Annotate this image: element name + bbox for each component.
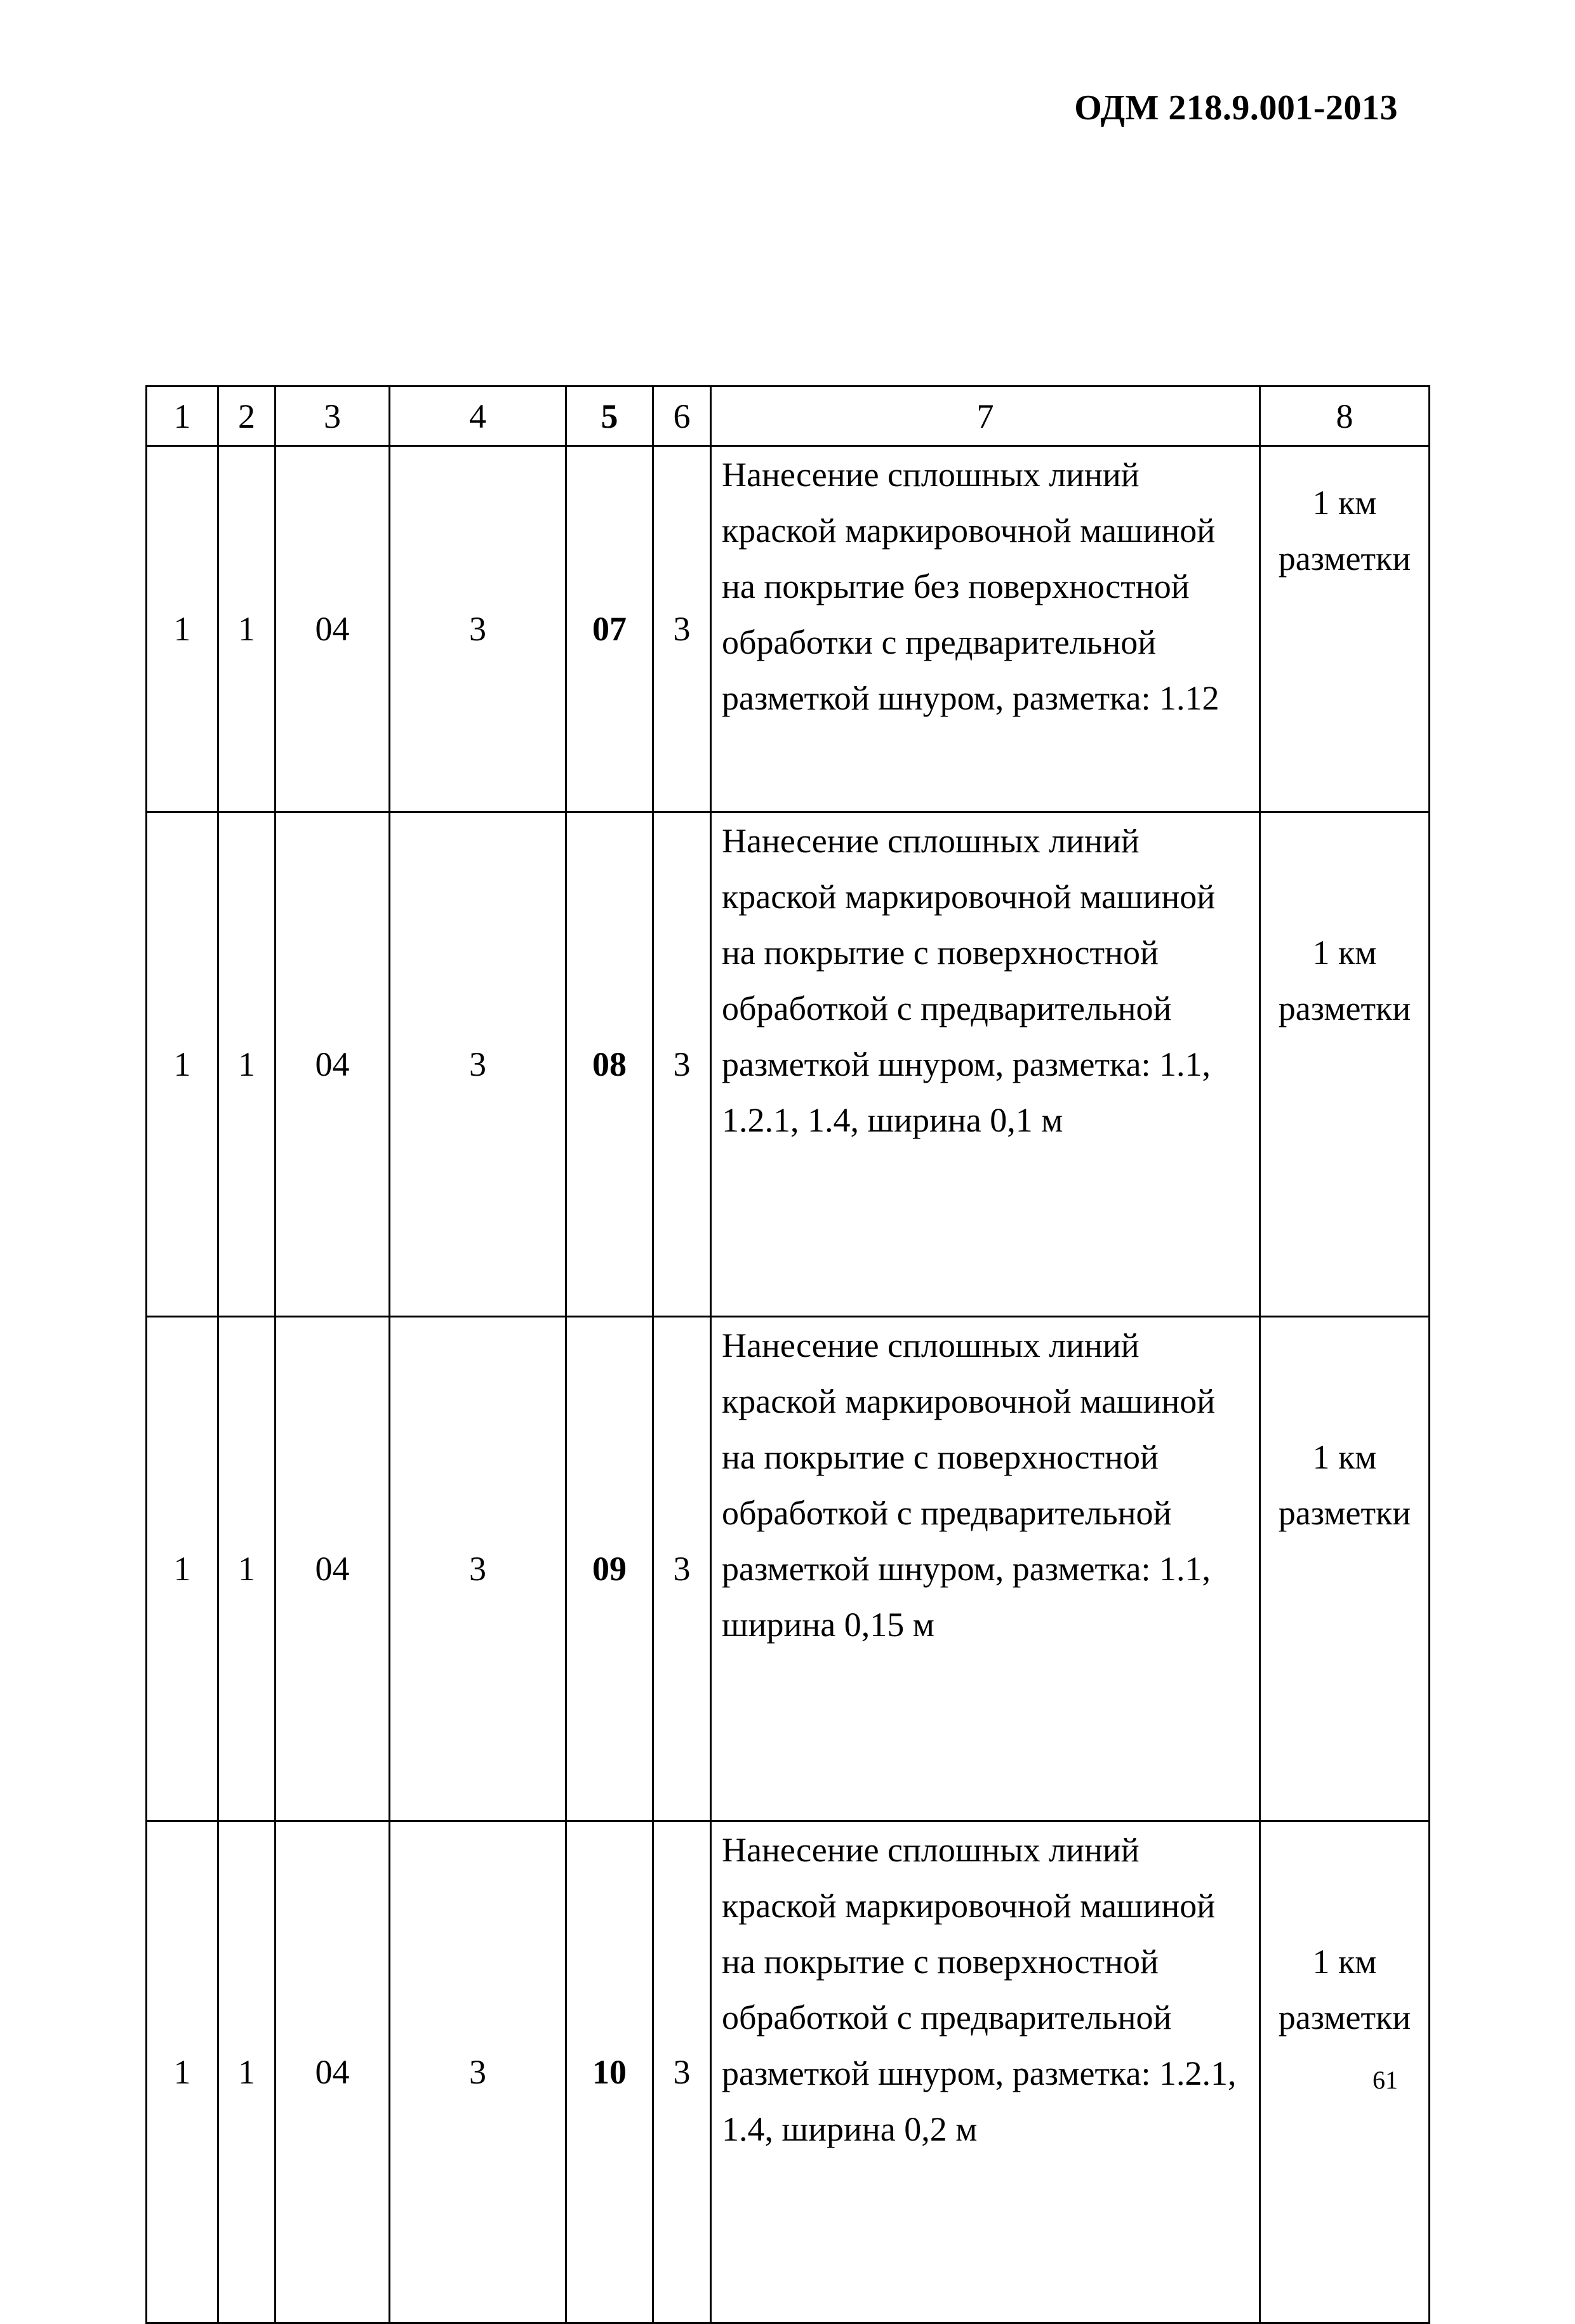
unit-quantity: 1 км <box>1312 1438 1377 1476</box>
table-row <box>147 446 1430 812</box>
cell-class: 1 <box>147 446 218 812</box>
page-number: 61 <box>1372 2066 1398 2094</box>
cell-subgroup: 3 <box>390 446 566 812</box>
column-number-2: 2 <box>218 386 276 446</box>
cell-subgroup: 3 <box>390 1821 566 2323</box>
unit-quantity: 1 км <box>1312 1943 1377 1981</box>
cell-subclass: 1 <box>218 812 276 1317</box>
cell-description: Нанесение сплошных линий краской маркировочной машиной на покрытие с поверхностной обработкой с предварительной разметкой шнуром, разметка: 1.1, ширина 0,15 м <box>711 1317 1260 1821</box>
cell-class: 1 <box>147 812 218 1317</box>
cell-group: 04 <box>276 1317 390 1821</box>
classifier-table <box>145 385 1430 2324</box>
cell-group: 04 <box>276 812 390 1317</box>
unit-quantity: 1 км <box>1312 484 1377 522</box>
cell-code: 08 <box>566 812 653 1317</box>
cell-category: 3 <box>653 1821 711 2323</box>
column-number-3: 3 <box>276 386 390 446</box>
column-number-6: 6 <box>653 386 711 446</box>
column-number-7: 7 <box>711 386 1260 446</box>
table-row <box>147 812 1430 1317</box>
cell-unit <box>1260 1317 1430 1821</box>
cell-subclass: 1 <box>218 1317 276 1821</box>
cell-class: 1 <box>147 1317 218 1821</box>
column-number-8: 8 <box>1260 386 1430 446</box>
cell-subclass: 1 <box>218 446 276 812</box>
document-code: ОДМ 218.9.001-2013 <box>1074 88 1398 128</box>
cell-category: 3 <box>653 446 711 812</box>
column-number-1: 1 <box>147 386 218 446</box>
cell-unit <box>1260 812 1430 1317</box>
cell-code: 10 <box>566 1821 653 2323</box>
cell-subgroup: 3 <box>390 812 566 1317</box>
cell-unit <box>1260 446 1430 812</box>
column-number-5: 5 <box>566 386 653 446</box>
cell-class: 1 <box>147 1821 218 2323</box>
table-row <box>147 1821 1430 2323</box>
cell-category: 3 <box>653 1317 711 1821</box>
cell-description: Нанесение сплошных линий краской маркировочной машиной на покрытие с поверхностной обработкой с предварительной разметкой шнуром, разметка: 1.2.1, 1.4, ширина 0,2 м <box>711 1821 1260 2323</box>
unit-name: разметки <box>1278 989 1411 1027</box>
column-number-4: 4 <box>390 386 566 446</box>
column-number-row <box>147 386 1430 446</box>
unit-name: разметки <box>1278 539 1411 578</box>
cell-subgroup: 3 <box>390 1317 566 1821</box>
cell-code: 07 <box>566 446 653 812</box>
cell-description: Нанесение сплошных линий краской маркировочной машиной на покрытие без поверхностной обработки с предварительной разметкой шнуром, разметка: 1.12 <box>711 446 1260 812</box>
unit-name: разметки <box>1278 1998 1411 2037</box>
table-row <box>147 1317 1430 1821</box>
unit-quantity: 1 км <box>1312 934 1377 972</box>
cell-code: 09 <box>566 1317 653 1821</box>
cell-group: 04 <box>276 446 390 812</box>
cell-subclass: 1 <box>218 1821 276 2323</box>
cell-category: 3 <box>653 812 711 1317</box>
unit-name: разметки <box>1278 1494 1411 1532</box>
cell-group: 04 <box>276 1821 390 2323</box>
cell-unit <box>1260 1821 1430 2323</box>
cell-description: Нанесение сплошных линий краской маркировочной машиной на покрытие с поверхностной обработкой с предварительной разметкой шнуром, разметка: 1.1, 1.2.1, 1.4, ширина 0,1 м <box>711 812 1260 1317</box>
